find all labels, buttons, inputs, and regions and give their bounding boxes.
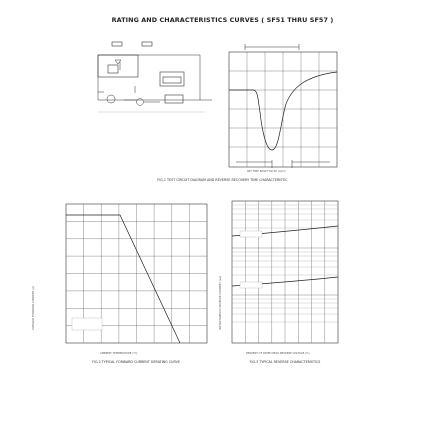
fig3-reverse-chart [232,201,338,343]
fig2-derating-chart [66,204,207,343]
fig1-caption: FIG.1 TEST CIRCUIT DIAGRAM AND REVERSE RECOVERY TIME CHARACTERISTIC [157,178,288,182]
fig2-x-axis-label: AMBIENT TEMPERATURE (°C) [100,352,138,355]
fig3-caption: FIG.3 TYPICAL REVERSE CHARACTERISTICS [249,360,321,364]
fig3-y-axis-label: INSTANTANEOUS REVERSE CURRENT (uA) [219,275,222,330]
page-title: RATING AND CHARACTERISTICS CURVES ( SF51 THRU SF57 ) [111,16,334,24]
fig3-x-axis-label: PERCENT OF RATED PEAK REVERSE VOLTAGE (%) [246,352,310,355]
fig2-y-axis-label: AVERAGE FORWARD CURRENT (A) [32,285,35,330]
fig1-recovery-waveform [229,44,337,168]
fig1-note: SET TIME BASE FOR 50 ns/cm [247,170,286,173]
fig1-circuit-diagram [98,42,212,112]
fig2-caption: FIG.2 TYPICAL FORWARD CURRENT DERATING CURVE [92,360,180,364]
